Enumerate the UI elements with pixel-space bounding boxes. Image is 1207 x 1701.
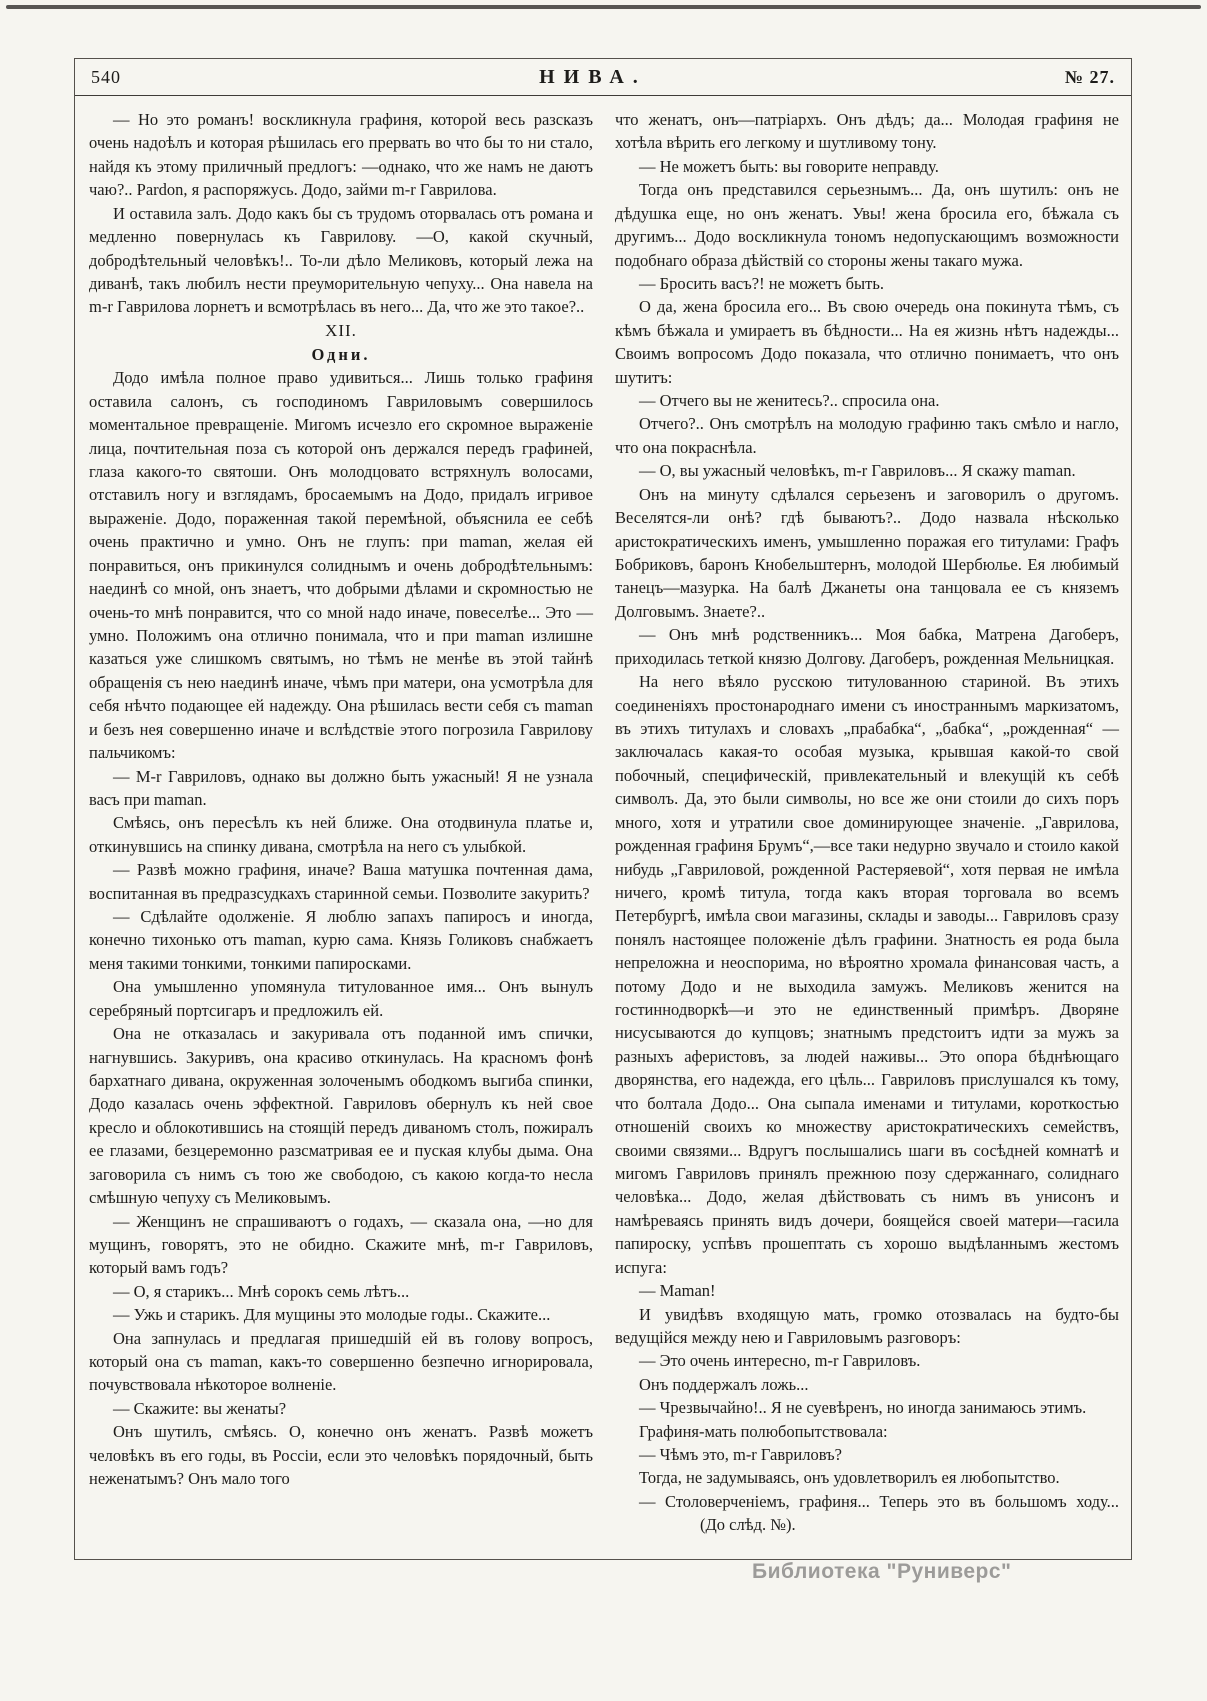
paragraph-text: — Ужь и старикъ. Для мущины это молодые годы.. Скажите...: [113, 1305, 551, 1325]
paragraph: [89, 1327, 593, 1397]
paragraph-text: Смѣясь, онъ пересѣлъ къ ней ближе. Она отодвинула платье и, откинувшись на спинку дивана, смотрѣла на него съ улыбкой.: [89, 813, 593, 856]
paragraph-text: Тогда, не задумываясь, онъ удовлетворилъ ея любопытство.: [639, 1468, 1060, 1488]
paragraph: [89, 1022, 593, 1209]
paragraph-text: Онъ шутилъ, смѣясь. О, конечно онъ женатъ. Развѣ можетъ человѣкъ въ его годы, въ Россіи, если это человѣкъ порядочный, быть неженатымъ? Онъ мало того: [89, 1422, 593, 1489]
paragraph-text: На него вѣяло русскою титулованною стариной. Въ этихъ соединеніяхъ простонароднаго имени съ иностраннымъ маркизатомъ, въ этихъ титулахъ и словахъ „прабабка“, „бабка“, „рожденная“ — заключалась какая-то особая музыка, крывшая какой-то свой побочный, специфическій, привлекательный и влекущій къ себѣ символъ. Да, это были символы, но все же они стоили до сихъ поръ много, хотя и утратили свое доминирующее значеніе. „Гаврилова, рожденная графиня Брумъ“,—все таки недурно звучало и стоило какой нибудь „Гавриловой, рожденной Растеряевой“, хотя первая не имѣла ничего, кромѣ титула, тогда какъ вторая торговала во всемъ Петербургѣ, имѣла свои магазины, склады и заводы... Гавриловъ сразу понялъ настоящее положеніе дѣлъ графини. Знатность ея рода была непреложна и неоспорима, но вѣроятно хромала финансовая часть, а потому Додо и не выходила замужъ. Меликовъ женится на гостиннодворкѣ—и это не единственный примѣръ. Дворяне нисусываются до купцовъ; знатнымъ предстоитъ идти за мужъ за разныхъ аферистовъ, за людей наживы... Это опора бѣднѣющаго дворянства, его надежда, его цѣль... Гавриловъ прислушался къ тому, что болтала Додо... Она сыпала именами и титулами, короткостью отношеній своихъ ко множеству аристократическихъ семействъ, своими связями... Вдругъ послышались шаги въ сосѣдней комнатѣ и мигомъ Гавриловъ принялъ прежнюю позу сдержаннаго, солиднаго человѣка... Додо, желая дѣйствовать съ нимъ въ унисонъ и намѣреваясь принять видъ дочери, боящейся своей матери—гасила папироску, успѣвъ прошептать съ хорошо выдѣланнымъ жестомъ испуга:: [615, 672, 1119, 1277]
paragraph: [615, 1490, 1119, 1537]
paragraph: [615, 272, 1119, 295]
paragraph: [615, 412, 1119, 459]
right-column: [615, 108, 1119, 1540]
paragraph-text: — Женщинъ не спрашиваютъ о годахъ, — сказала она, —но для мущинъ, говорятъ, это не обидно. Скажите мнѣ, m-r Гавриловъ, который вамъ годъ?: [89, 1211, 593, 1278]
paragraph-text: — О, вы ужасный человѣкъ, m-r Гавриловъ... Я скажу maman.: [639, 461, 1076, 481]
paragraph-text: Она умышленно упомянула титулованное имя... Онъ вынулъ серебряный портсигаръ и предложилъ ей.: [89, 977, 593, 1020]
issue-number: № 27.: [1064, 67, 1115, 87]
page-header: [75, 59, 1131, 96]
paragraph-text: — Скажите: вы женаты?: [113, 1398, 287, 1418]
paragraph: [615, 1349, 1119, 1372]
paragraph-text: Она не отказалась и закуривала отъ поданной имъ спички, нагнувшись. Закуривъ, она красиво откинулась. На красномъ фонѣ бархатнаго дивана, окруженная золоченымъ ободкомъ выгиба спинки, Додо казалась очень эффектной. Гавриловъ обернулъ къ ней свое кресло и облокотившись на стоящій передъ диваномъ столъ, пожиралъ ее глазами, безцеремонно разсматривая ее и пуская клубы дыма. Она заговорила съ нимъ съ тою же свободою, съ какою когда-то несла смѣшную чепуху съ Меликовымъ.: [89, 1024, 593, 1208]
paragraph-text: И увидѣвъ входящую мать, громко отозвалась на будто-бы ведущійся между нею и Гавриловымъ разговоръ:: [615, 1304, 1119, 1347]
library-watermark: Библиотека "Руниверс": [752, 1560, 1012, 1583]
paragraph: [615, 1373, 1119, 1396]
paragraph-text: Одни.: [311, 344, 371, 364]
paragraph-text: — Отчего вы не женитесь?.. спросила она.: [639, 391, 940, 411]
paragraph: [615, 178, 1119, 272]
paragraph: [89, 905, 593, 975]
paragraph: [615, 1303, 1119, 1350]
paragraph-text: Додо имѣла полное право удивиться... Лишь только графиня оставила салонъ, съ господиномъ Гавриловымъ совершилось моментальное превращеніе. Мигомъ исчезло его скромное выраженіе лица, почтительная поза съ которой онъ держался передъ графиней, глаза какого-то святоши. Онъ молодцовато встряхнулъ волосами, отставилъ ногу и взглядамъ, бросаемымъ на Додо, придалъ игривое выраженіе. Додо, пораженная такой перемѣной, объяснила ее себѣ очень практично и умно. Онъ не глупъ: при maman, желая ей понравиться, онъ прикинулся солиднымъ и очень добродѣтельнымъ: наединѣ со мной, онъ знаетъ, что добрыми дѣлами и скромностью не очень-то мнѣ понравится, что со мной надо иначе, повеселѣе... Это — умно. Положимъ она отлично понимала, что и при maman излишне казаться уже слишкомъ святымъ, но тѣмъ не менѣе въ этой тайнѣ обращенія съ нею наединѣ иначе, чѣмъ при матери, она усмотрѣла для себя нѣчто подающее ей надежду. Она рѣшилась вести себя съ maman и безъ нея совершенно иначе и вслѣдствіе этого погрозила Гаврилову пальчикомъ:: [89, 368, 593, 763]
paragraph-text: — Столоверченіемъ, графиня... Теперь это въ большомъ ходу...: [639, 1491, 1119, 1511]
paragraph: [615, 670, 1119, 1279]
paragraph-text: Она запнулась и предлагая пришедшій ей въ голову вопросъ, который она съ maman, какъ-то совершенно безпечно игнорировала, почувствовала нѣкоторое волненіе.: [89, 1328, 593, 1395]
paragraph-text: — Онъ мнѣ родственникъ... Моя бабка, Матрена Дагоберъ, приходилась теткой князю Долгову. Дагоберъ, рожденная Мельницкая.: [615, 625, 1119, 668]
continuation-note: (До слѣд. №).: [700, 1515, 796, 1535]
section-heading: [89, 319, 593, 343]
paragraph-text: — Но это романъ! воскликнула графиня, которой весь разсказъ очень надоѣлъ и которая рѣшилась его прервать во что бы то ни стало, найдя къ этому приличный предлогъ: —однако, что же намъ не даютъ чаю?.. Pardon, я распоряжусь. Додо, займи m-r Гаврилова.: [89, 110, 593, 200]
paragraph-text: И оставила залъ. Додо какъ бы съ трудомъ оторвалась отъ романа и медленно повернулась къ Гаврилову. —О, какой скучный, добродѣтельный человѣкъ!.. То-ли дѣло Меликовъ, который лежа на диванѣ, такъ любилъ нести преуморительную чепуху... Она навела на m-r Гаврилова лорнетъ и всмотрѣлась въ него... Да, что же это такое?..: [89, 203, 593, 317]
paragraph-text: — Не можетъ быть: вы говорите неправду.: [639, 156, 939, 176]
paragraph: [89, 975, 593, 1022]
paragraph: [615, 155, 1119, 178]
paragraph-text: — Сдѣлайте одолженіе. Я люблю запахъ папиросъ и иногда, конечно тихонько отъ maman, курю сама. Князь Голиковъ снабжаетъ меня такими тонкими, тонкими папиросками.: [89, 907, 593, 973]
paragraph: [89, 1280, 593, 1303]
paragraph-text: О да, жена бросила его... Въ свою очередь она покинута тѣмъ, съ кѣмъ бѣжала и умираетъ въ бѣдности... На ея жизнь нѣтъ надежды... Своимъ вопросомъ Додо показала, что отлично понимаетъ, что онъ шутитъ:: [615, 297, 1119, 387]
paragraph: [615, 295, 1119, 389]
paragraph: [615, 459, 1119, 482]
paragraph: [89, 108, 593, 202]
paragraph: [615, 108, 1119, 155]
paragraph-text: — Чрезвычайно!.. Я не суевѣренъ, но иногда занимаюсь этимъ.: [639, 1398, 1087, 1418]
paragraph-text: Графиня-мать полюбопытствовала:: [639, 1421, 888, 1441]
paragraph-text: — Бросить васъ?! не можетъ быть.: [639, 273, 884, 293]
paragraph: [615, 1466, 1119, 1489]
paragraph-text: что женатъ, онъ—патріархъ. Онъ дѣдъ; да... Молодая графиня не хотѣла вѣрить его легкому и шутливому тону.: [615, 110, 1119, 153]
paragraph: [615, 1443, 1119, 1466]
scan-top-edge: [6, 5, 1201, 9]
paragraph: [89, 1420, 593, 1490]
paragraph: [615, 1396, 1119, 1419]
paragraph: [89, 1397, 593, 1420]
paragraph-text: — Maman!: [639, 1281, 716, 1301]
paragraph: [89, 1303, 593, 1326]
page-number: 540: [91, 67, 121, 87]
paragraph-text: Отчего?.. Онъ смотрѣлъ на молодую графиню такъ смѣло и нагло, что она покраснѣла.: [615, 414, 1119, 457]
paragraph-text: XII.: [325, 320, 357, 340]
paragraph-text: Онъ поддержалъ ложь...: [639, 1374, 809, 1394]
paragraph-text: — Развѣ можно графиня, иначе? Ваша матушка почтенная дама, воспитанная въ предразсудкахъ старинной семьи. Позволите закурить?: [89, 860, 593, 903]
paragraph-text: Тогда онъ представился серьезнымъ... Да, онъ шутилъ: онъ не дѣдушка еще, но онъ женатъ. Увы! жена бросила его, бѣжала съ другимъ... Додо воскликнула тономъ недопускающимъ возможности подобнаго образа дѣйствій со стороны жены такаго мужа.: [615, 180, 1119, 270]
paragraph: [89, 811, 593, 858]
page-frame: [74, 58, 1132, 1560]
journal-title: НИВА.: [539, 66, 647, 88]
left-column: [89, 108, 593, 1540]
paragraph-text: — О, я старикъ... Мнѣ сорокъ семь лѣтъ...: [113, 1281, 410, 1301]
paragraph-text: — Чѣмъ это, m-r Гавриловъ?: [639, 1445, 842, 1465]
paragraph: [89, 765, 593, 812]
paragraph: [615, 623, 1119, 670]
paragraph: [615, 1420, 1119, 1443]
text-columns: [75, 96, 1131, 1540]
paragraph: [615, 483, 1119, 624]
paragraph: [89, 366, 593, 764]
paragraph: [89, 1210, 593, 1280]
paragraph: [89, 858, 593, 905]
paragraph: [89, 202, 593, 319]
section-heading: [89, 343, 593, 366]
paragraph: [615, 1279, 1119, 1302]
paragraph-text: — Это очень интересно, m-r Гавриловъ.: [639, 1351, 921, 1371]
paragraph-text: — М-r Гавриловъ, однако вы должно быть ужасный! Я не узнала васъ при maman.: [89, 766, 593, 809]
paragraph-text: Онъ на минуту сдѣлался серьезенъ и заговорилъ о другомъ. Веселятся-ли онѣ? гдѣ бываютъ?.. Додо назвала нѣсколько аристократическихъ именъ, умышленно поражая его титулами: Графъ Бобриковъ, баронъ Кнобельштернъ, молодой Шербюлье. Ея любимый танецъ—мазурка. На балѣ Джанеты она танцовала ее съ княземъ Долговымъ. Знаете?..: [615, 484, 1119, 621]
paragraph: [615, 389, 1119, 412]
